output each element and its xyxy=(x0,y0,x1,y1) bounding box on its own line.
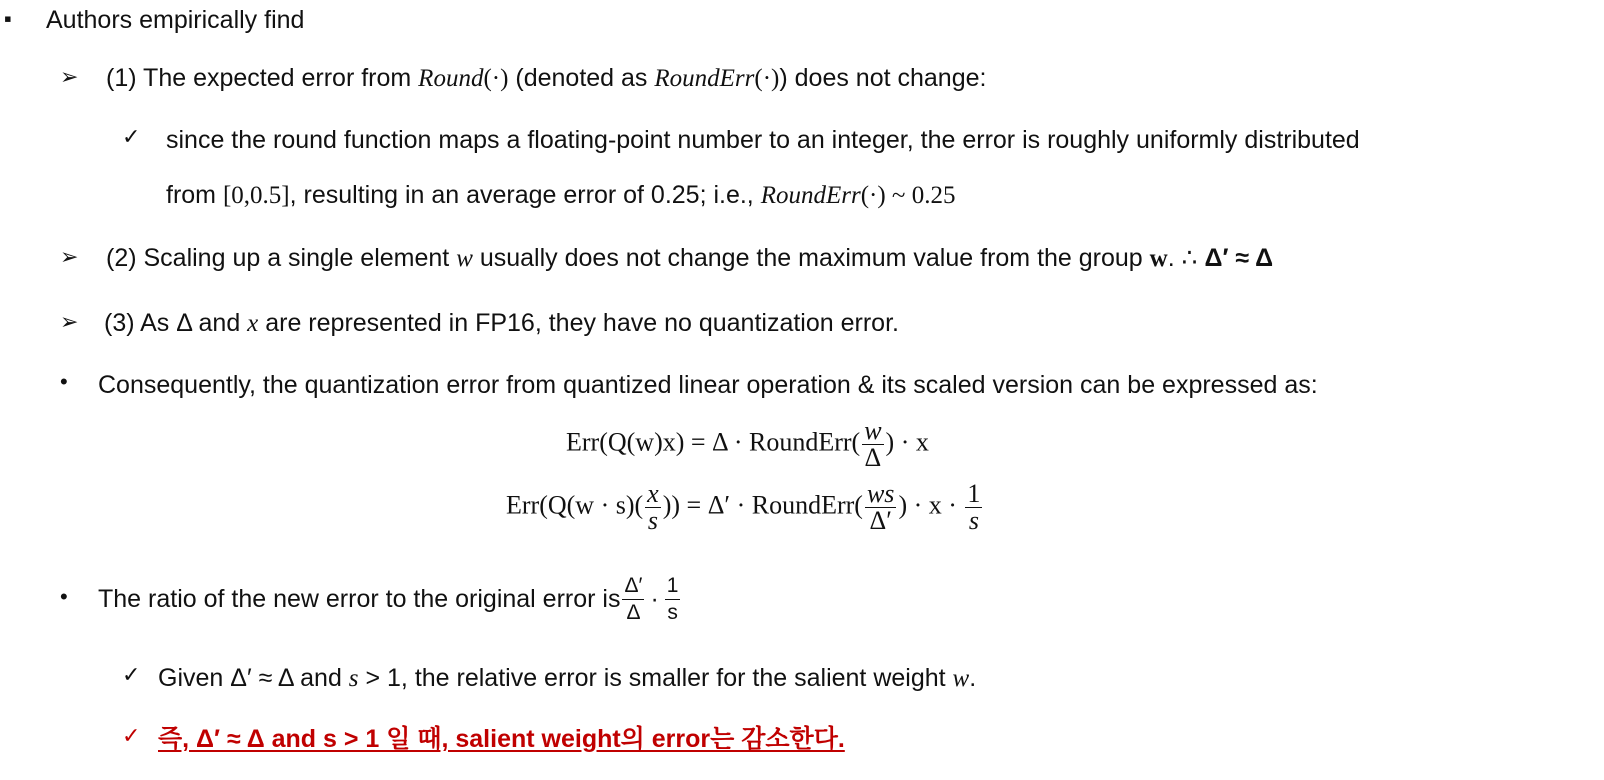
point-3: (3) As Δ and x are represented in FP16, they have no quantization error. xyxy=(104,309,899,337)
equation-2: Err(Q(w · s)( $\frac{x}{s}$ )) = Δ′ · RoundErr( $\frac{ws}{\Delta'}$ ) · x · $\frac{1}{s}$ xyxy=(506,479,981,535)
ratio-text: The ratio of the new error to the original error is xyxy=(98,585,621,613)
equation-1: Err(Q(w)x) = Δ · RoundErr( $\frac{w}{\Delta}$ ) · x xyxy=(566,416,929,472)
consequence-text: Consequently, the quantization error from quantized linear operation & its scaled version can be expressed as: xyxy=(98,371,1318,399)
intro-text: Authors empirically find xyxy=(46,6,305,34)
dot-bullet-icon: • xyxy=(60,369,68,394)
arrow-bullet-icon: ➢ xyxy=(60,64,79,89)
point-2: (2) Scaling up a single element w usually does not change the maximum value from the group w. ∴ Δ′ ≈ Δ xyxy=(106,244,1274,272)
check-icon: ✓ xyxy=(122,124,141,149)
dot-bullet-icon: • xyxy=(60,584,68,609)
point-1-check-line2: from [0,0.5], resulting in an average error of 0.25; i.e., RoundErr(·) ~ 0.25 xyxy=(166,181,956,209)
arrow-bullet-icon: ➢ xyxy=(60,309,79,334)
point-1: (1) The expected error from Round(·) (denoted as RoundErr(·)) does not change: xyxy=(106,64,987,92)
arrow-bullet-icon: ➢ xyxy=(60,244,79,269)
ratio-check-2-korean: 즉, Δ′ ≈ Δ and s > 1 일 때, salient weight의 error는 감소한다. xyxy=(158,725,845,753)
point-1-check-line1: since the round function maps a floating-point number to an integer, the error is roughly uniformly distributed xyxy=(166,126,1360,154)
check-icon: ✓ xyxy=(122,723,141,748)
check-icon: ✓ xyxy=(122,662,141,687)
square-bullet-icon: ▪ xyxy=(4,6,12,31)
ratio-check-1: Given Δ′ ≈ Δ and s > 1, the relative error is smaller for the salient weight w. xyxy=(158,664,977,692)
ratio-line: The ratio of the new error to the original error is $\frac{\Delta'}{\Delta}$ · $\frac{1}{s}$ xyxy=(98,573,679,624)
